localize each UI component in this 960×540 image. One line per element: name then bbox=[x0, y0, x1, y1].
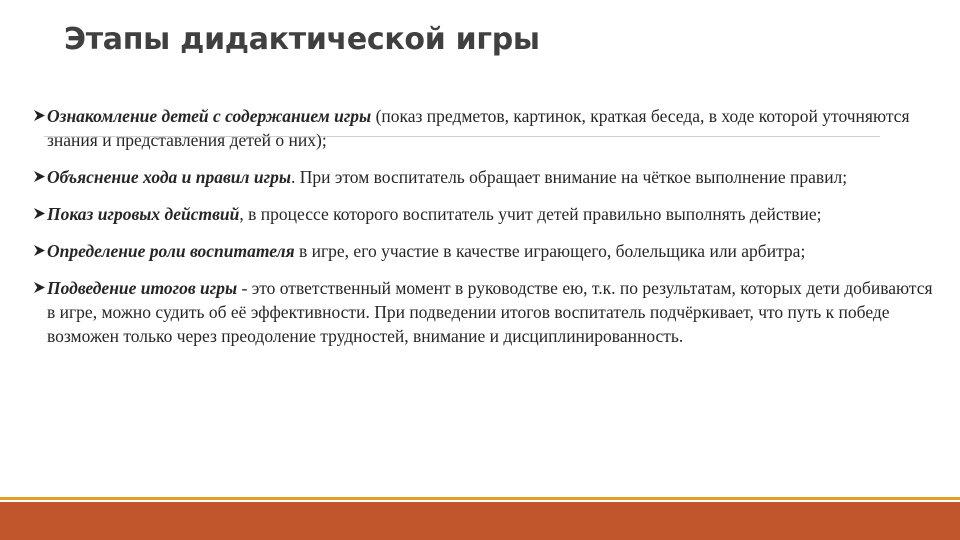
arrow-bullet-icon bbox=[34, 208, 47, 220]
footer-band bbox=[0, 502, 960, 540]
bullet-list bbox=[34, 104, 934, 361]
bullet-text: , в процессе которого воспитатель учит детей правильно выполнять действие; bbox=[239, 204, 822, 224]
arrow-bullet-icon bbox=[34, 171, 47, 183]
bullet-item bbox=[34, 202, 934, 226]
bullet-item bbox=[34, 104, 934, 152]
arrow-bullet-icon bbox=[34, 245, 47, 257]
bullet-item bbox=[34, 276, 934, 348]
bullet-text: (показ предметов, картинок, краткая беседа, в ходе которой уточняются знания и представления детей о них); bbox=[47, 106, 910, 150]
bullet-term: Подведение итогов игры bbox=[47, 278, 238, 298]
bullet-term: Объяснение хода и правил игры bbox=[47, 167, 291, 187]
bullet-term: Показ игровых действий bbox=[47, 204, 240, 224]
arrow-bullet-icon bbox=[34, 110, 47, 122]
slide-title: Этапы дидактической игры bbox=[64, 22, 540, 57]
bullet-text: . При этом воспитатель обращает внимание на чёткое выполнение правил; bbox=[290, 167, 848, 187]
bullet-item bbox=[34, 165, 934, 189]
bullet-text: в игре, его участие в качестве играющего, болельщика или арбитра; bbox=[294, 241, 806, 261]
bullet-term: Ознакомление детей с содержанием игры bbox=[47, 106, 372, 126]
bullet-text: - это ответственный момент в руководстве ею, т.к. по результатам, которых дети добиваются в игре, можно судить об её эффективности. При подведении итогов воспитатель подчёркивает, что путь к победе возможен только через преодоление трудностей, внимание и дисциплинированность. bbox=[47, 278, 933, 346]
arrow-bullet-icon bbox=[34, 282, 47, 294]
footer-accent-line bbox=[0, 497, 960, 500]
bullet-item bbox=[34, 239, 934, 263]
bullet-term: Определение роли воспитателя bbox=[47, 241, 295, 261]
